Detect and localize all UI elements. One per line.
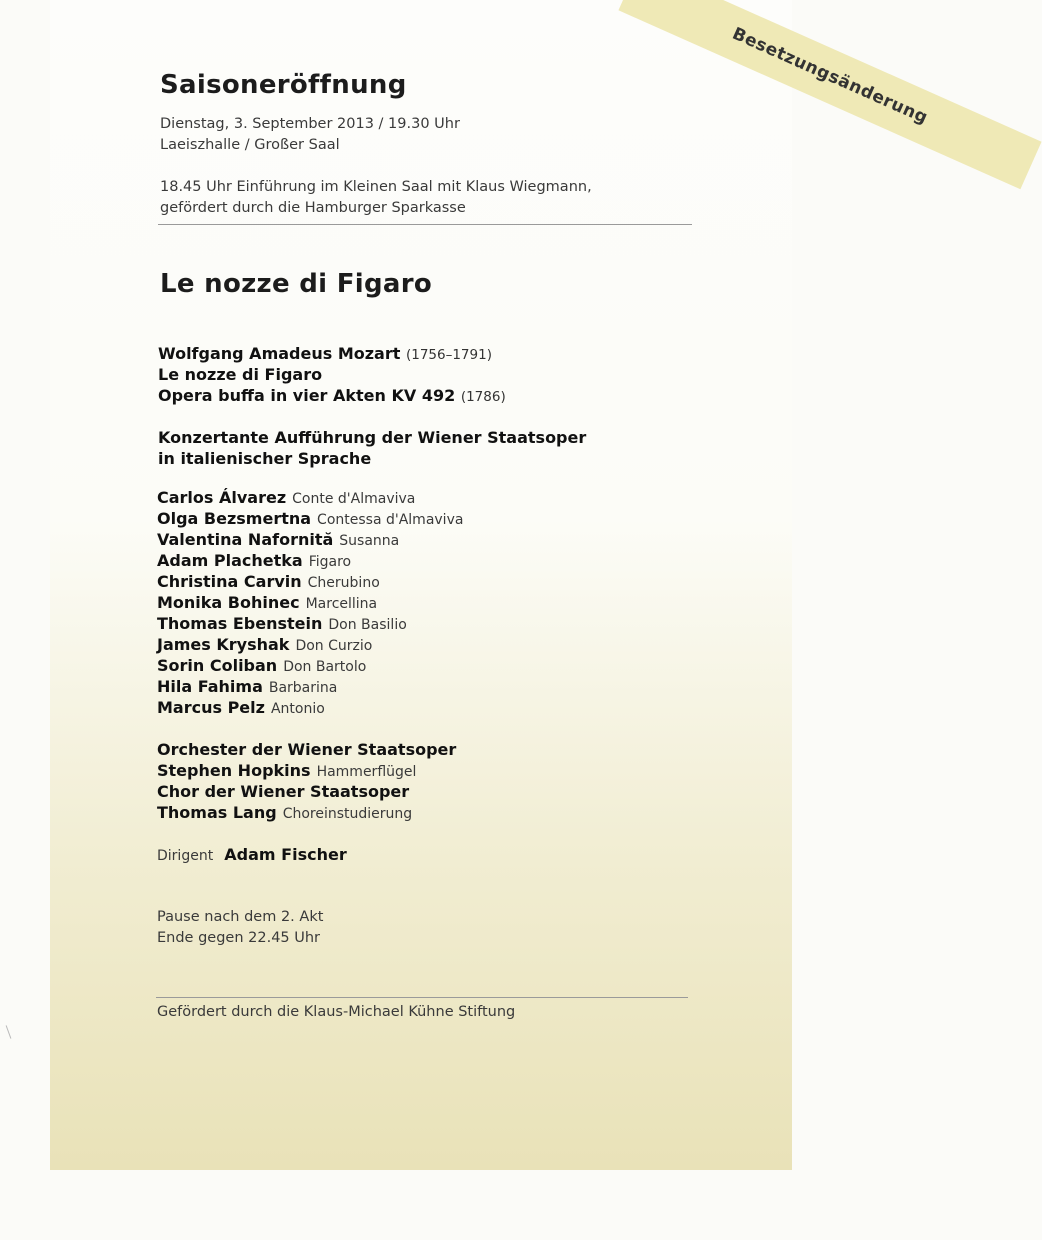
- singer-role: Cherubino: [307, 575, 380, 591]
- conductor-label: Dirigent: [157, 848, 214, 864]
- cast-row: [157, 697, 463, 718]
- singer-role: Don Basilio: [328, 617, 407, 633]
- singer-role: Contessa d'Almaviva: [317, 512, 464, 528]
- genre-line: [158, 385, 506, 408]
- cast-row: [157, 571, 463, 592]
- divider-top: [158, 224, 692, 225]
- composer-years: (1756–1791): [405, 347, 492, 363]
- singer-name: Christina Carvin: [157, 572, 302, 591]
- singer-role: Antonio: [270, 701, 325, 717]
- performance-line-1: Konzertante Aufführung der Wiener Staatsoper: [158, 428, 587, 447]
- singer-name: Valentina Nafornită: [157, 530, 334, 549]
- genre-text: Opera buffa in vier Akten KV 492: [158, 386, 456, 405]
- genre-year: (1786): [460, 389, 506, 405]
- singer-name: Monika Bohinec: [157, 593, 300, 612]
- ensemble-name: Stephen Hopkins: [157, 761, 311, 780]
- singer-name: Hila Fahima: [157, 677, 263, 696]
- singer-role: Don Curzio: [295, 638, 373, 654]
- pause-note: Pause nach dem 2. Akt: [157, 909, 324, 925]
- cast-row: [157, 655, 463, 676]
- scan-mark: [6, 1025, 12, 1038]
- event-venue: Laeiszhalle / Großer Saal: [160, 137, 340, 153]
- performance-line-2: in italienischer Sprache: [158, 449, 372, 468]
- ensemble-name: Thomas Lang: [157, 803, 277, 822]
- singer-role: Don Bartolo: [283, 659, 367, 675]
- divider-bottom: [156, 997, 688, 998]
- sponsor-note: Gefördert durch die Klaus-Michael Kühne Stiftung: [157, 1004, 516, 1020]
- composer-line: [158, 343, 492, 366]
- ensemble-list: [157, 739, 456, 823]
- event-title: Saisoneröffnung: [160, 70, 407, 100]
- cast-row: [157, 634, 463, 655]
- singer-role: Marcellina: [305, 596, 378, 612]
- singer-role: Susanna: [339, 533, 400, 549]
- conductor-line: [157, 844, 347, 867]
- singer-name: Carlos Álvarez: [157, 488, 287, 507]
- singer-name: Thomas Ebenstein: [157, 614, 323, 633]
- conductor-name: Adam Fischer: [224, 845, 347, 864]
- cast-row: [157, 550, 463, 571]
- cast-row: [157, 529, 463, 550]
- cast-list: [157, 487, 463, 718]
- ensemble-role: Hammerflügel: [316, 764, 417, 780]
- event-date: Dienstag, 3. September 2013 / 19.30 Uhr: [160, 116, 460, 132]
- ensemble-row: [157, 802, 456, 823]
- composer-name: Wolfgang Amadeus Mozart: [158, 344, 401, 363]
- ensemble-row: [157, 760, 456, 781]
- cast-change-label: Besetzungsänderung: [729, 23, 931, 129]
- singer-name: Olga Bezsmertna: [157, 509, 312, 528]
- singer-role: Figaro: [308, 554, 352, 570]
- end-note: Ende gegen 22.45 Uhr: [157, 930, 321, 946]
- cast-row: [157, 487, 463, 508]
- opera-title: Le nozze di Figaro: [158, 365, 323, 384]
- ensemble-row: [157, 739, 456, 760]
- ensemble-name: Orchester der Wiener Staatsoper: [157, 740, 457, 759]
- singer-role: Barbarina: [268, 680, 338, 696]
- work-title: Le nozze di Figaro: [160, 269, 433, 299]
- singer-name: Adam Plachetka: [157, 551, 303, 570]
- cast-row: [157, 508, 463, 529]
- intro-line-1: 18.45 Uhr Einführung im Kleinen Saal mit Klaus Wiegmann,: [160, 179, 592, 195]
- cast-change-banner: [618, 0, 1041, 189]
- ensemble-row: [157, 781, 456, 802]
- singer-name: James Kryshak: [157, 635, 290, 654]
- singer-name: Marcus Pelz: [157, 698, 265, 717]
- cast-row: [157, 676, 463, 697]
- intro-line-2: gefördert durch die Hamburger Sparkasse: [160, 200, 466, 216]
- singer-name: Sorin Coliban: [157, 656, 278, 675]
- singer-role: Conte d'Almaviva: [292, 491, 416, 507]
- ensemble-role: Choreinstudierung: [282, 806, 413, 822]
- ensemble-name: Chor der Wiener Staatsoper: [157, 782, 410, 801]
- cast-row: [157, 592, 463, 613]
- cast-row: [157, 613, 463, 634]
